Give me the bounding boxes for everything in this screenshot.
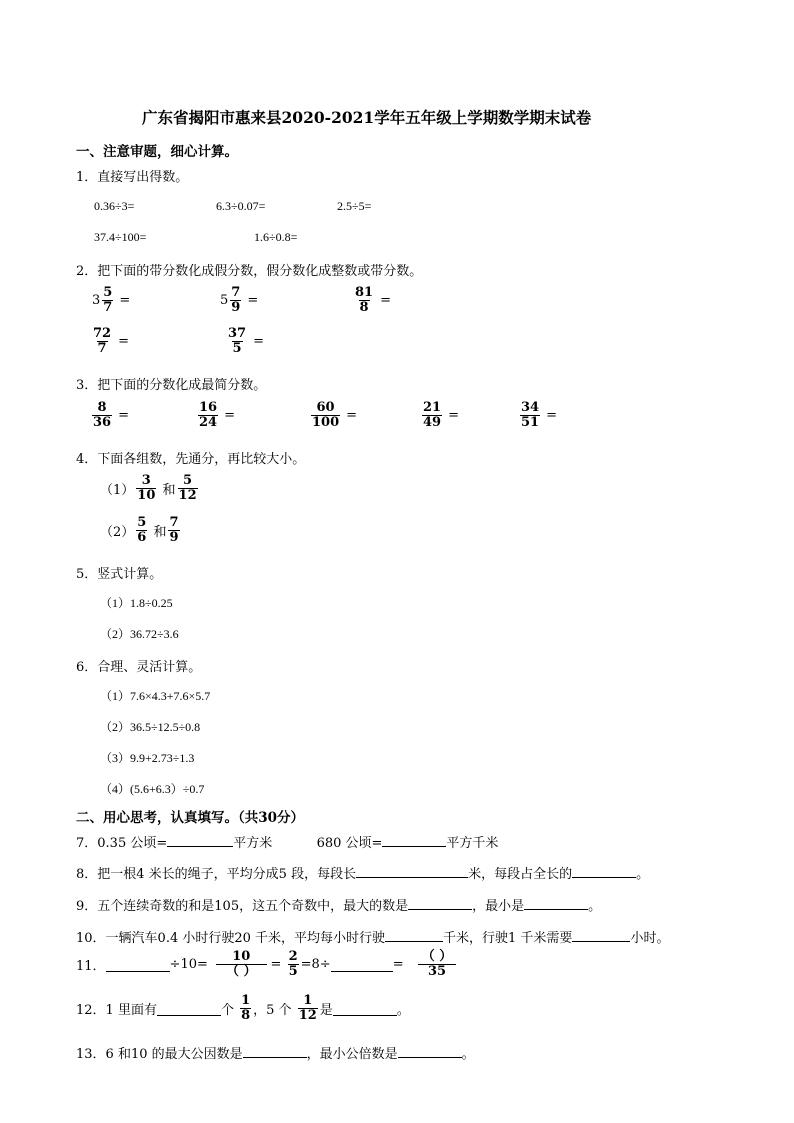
question-8: 8．把一根4 米长的绳子，平均分成5 段，每段长 米，每段占全长的 。: [76, 863, 649, 882]
question-number: 5．: [76, 567, 98, 582]
answer-blank[interactable]: [385, 928, 443, 942]
question-3: [76, 374, 266, 393]
q1-item-4: 37.4÷100=: [94, 230, 147, 244]
q2-item-3: $\frac{81}{8}$ =: [355, 285, 391, 315]
answer-blank[interactable]: [572, 864, 636, 878]
answer-blank[interactable]: [356, 864, 468, 878]
q1-item-1: 0.36÷3=: [94, 199, 135, 213]
question-2: [76, 260, 422, 279]
q3-item-4: $\frac{21}{49}$ =: [423, 400, 459, 430]
answer-blank[interactable]: [408, 896, 472, 910]
question-13: 13．6 和10 的最大公因数是 ，最小公倍数是 。: [76, 1043, 475, 1062]
answer-blank[interactable]: [157, 1002, 221, 1016]
question-11: 11． ÷10= $\frac{10}{( )}$ = $\frac{2}{5}$ =8÷ = $\frac{( )}{35}$: [76, 950, 466, 979]
q3-item-2: $\frac{16}{24}$ =: [199, 400, 235, 430]
question-number: 4．: [76, 452, 98, 467]
question-number: 6．: [76, 660, 98, 675]
question-4: [76, 448, 305, 467]
q1-item-3: 2.5÷5=: [337, 199, 372, 213]
question-text: 把下面的分数化成最简分数。: [97, 378, 267, 393]
q3-item-5: $\frac{34}{51}$ =: [521, 400, 557, 430]
question-text: 直接写出得数。: [97, 170, 189, 185]
answer-blank[interactable]: [572, 928, 630, 942]
q2-item-4: $\frac{72}{7}$ =: [93, 326, 129, 356]
question-9: 9．五个连续奇数的和是105，这五个奇数中，最大的数是 ，最小是 。: [76, 895, 601, 914]
question-7: 7．0.35 公顷= 平方米 680 公顷= 平方千米: [76, 832, 498, 851]
section-heading-2: 二、用心思考，认真填写。（共30分）: [76, 810, 305, 826]
q6-item-1: （1）7.6×4.3+7.6×5.7: [100, 689, 211, 703]
question-6: [76, 656, 201, 675]
q2-item-2: 5 $\frac{7}{9}$ =: [220, 285, 259, 315]
answer-blank[interactable]: [167, 833, 233, 847]
answer-blank[interactable]: [382, 833, 446, 847]
question-text: 合理、灵活计算。: [97, 660, 202, 675]
answer-blank[interactable]: [398, 1044, 462, 1058]
answer-blank[interactable]: [243, 1044, 307, 1058]
q3-item-3: $\frac{60}{100}$ =: [312, 400, 358, 430]
page-title: 广东省揭阳市惠来县2020-2021学年五年级上学期数学期末试卷: [142, 108, 592, 127]
question-number: 1．: [76, 170, 98, 185]
answer-blank[interactable]: [106, 958, 170, 972]
answer-blank[interactable]: [524, 896, 588, 910]
question-10: 10．一辆汽车0.4 小时行驶20 千米，平均每小时行驶 千米，行驶1 千米需要 小时。: [76, 927, 669, 946]
question-5: [76, 563, 162, 582]
question-text: 把下面的带分数化成假分数，假分数化成整数或带分数。: [97, 264, 423, 279]
q2-item-5: $\frac{37}{5}$ =: [228, 326, 264, 356]
question-text: 竖式计算。: [97, 567, 163, 582]
q5-item-2: （2）36.72÷3.6: [100, 627, 179, 641]
answer-blank[interactable]: [331, 958, 393, 972]
q1-item-5: 1.6÷0.8=: [254, 230, 298, 244]
answer-blank[interactable]: [333, 1002, 397, 1016]
question-number: 3．: [76, 378, 98, 393]
question-12: 12．1 里面有 个 $\frac{1}{8}$ ，5 个 $\frac{1}{12}$ 是 。: [76, 993, 410, 1023]
question-1: [76, 166, 188, 185]
q6-item-2: （2）36.5÷12.5÷0.8: [100, 720, 201, 734]
q1-item-2: 6.3÷0.07=: [216, 199, 266, 213]
q6-item-4: （4）(5.6+6.3）÷0.7: [100, 782, 205, 796]
q5-item-1: （1）1.8÷0.25: [100, 596, 173, 610]
question-text: 下面各组数，先通分，再比较大小。: [97, 452, 306, 467]
q2-item-1: 3 $\frac{5}{7}$ =: [92, 285, 131, 315]
section-heading-1: 一、注意审题，细心计算。: [76, 144, 238, 160]
q3-item-1: $\frac{8}{36}$ =: [93, 400, 129, 430]
q4-item-1: （1） $\frac{3}{10}$ 和 $\frac{5}{12}$: [100, 473, 197, 503]
question-number: 2．: [76, 264, 98, 279]
q4-item-2: （2） $\frac{5}{6}$ 和 $\frac{7}{9}$: [100, 515, 179, 545]
q6-item-3: （3）9.9+2.73÷1.3: [100, 751, 195, 765]
